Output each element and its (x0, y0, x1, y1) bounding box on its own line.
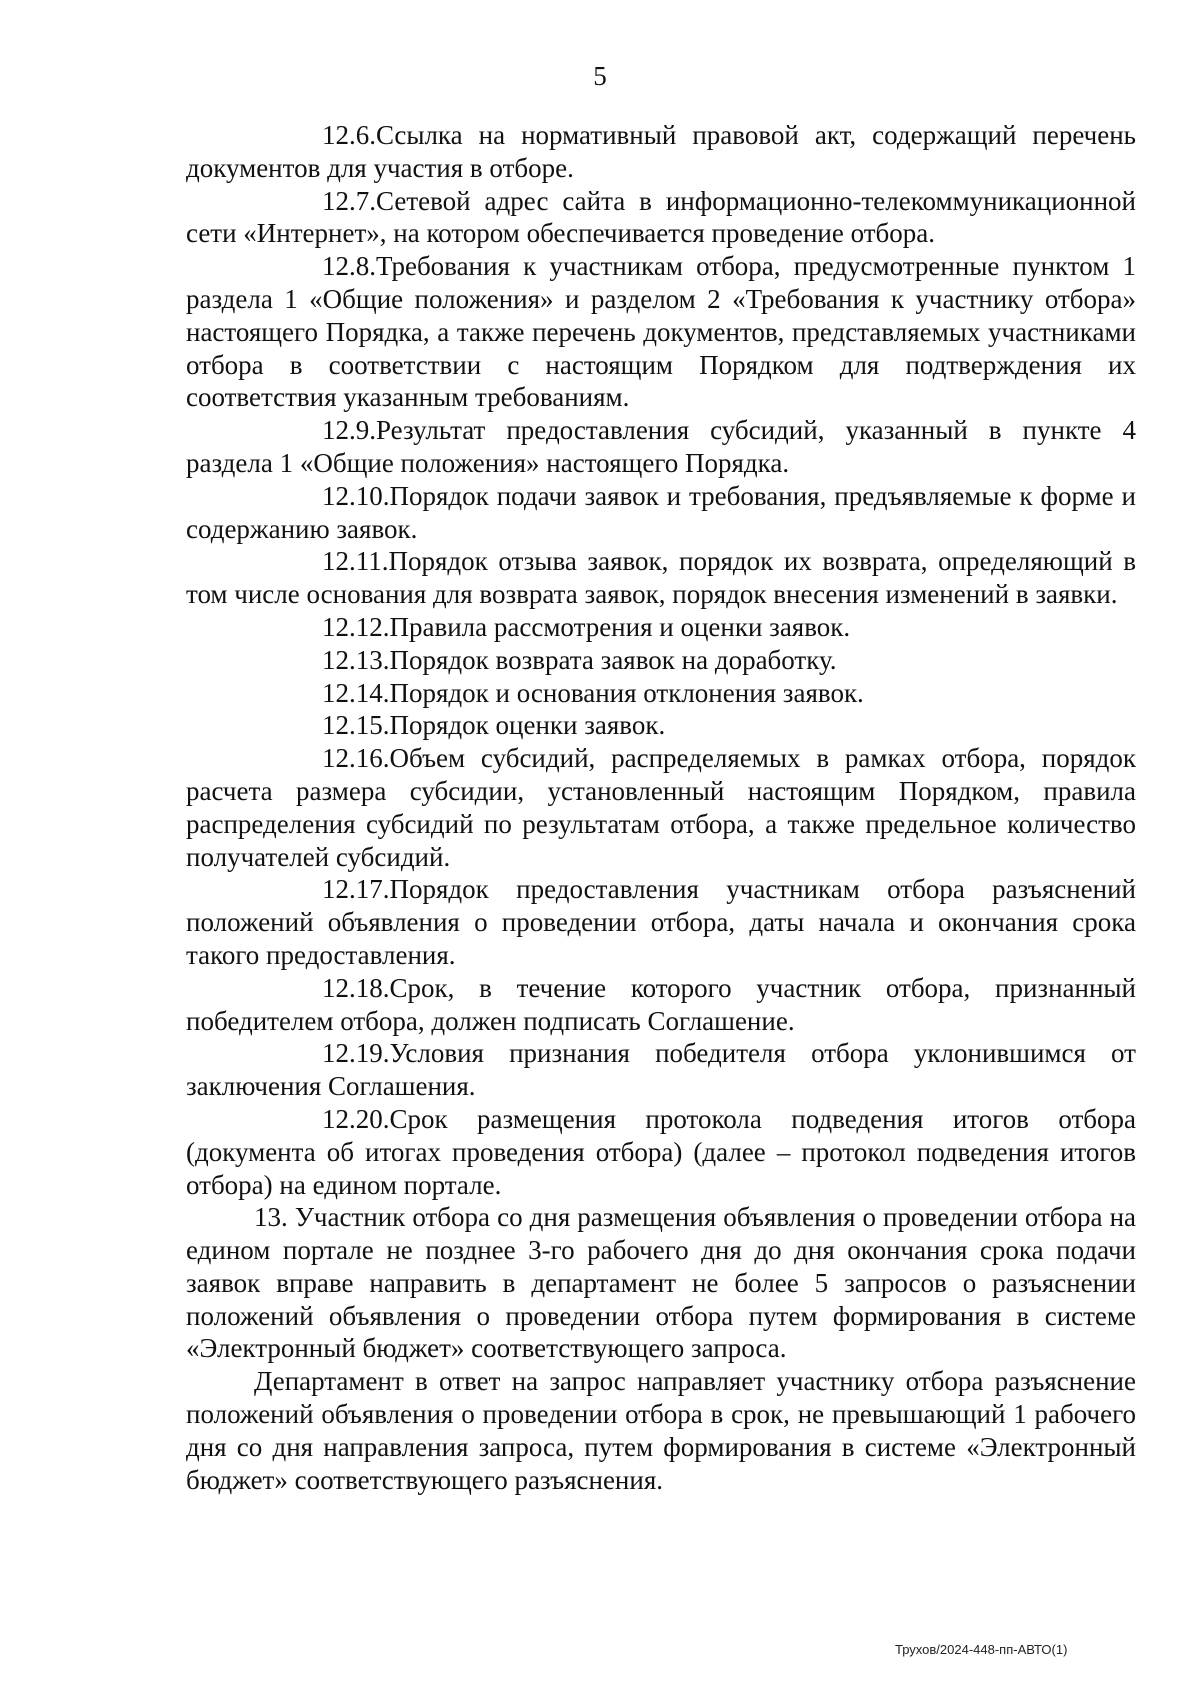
item-number: 12.14. (322, 677, 390, 708)
paragraph-12-14 (186, 677, 1136, 710)
paragraph-text: Сетевой адрес сайта в информационно-телекоммуникационной сети «Интернет», на котором обеспечивается проведение отбора. (186, 185, 1136, 249)
item-number: 12.16. (322, 743, 390, 774)
paragraph-12-10 (186, 480, 1136, 546)
paragraph-12-7 (186, 185, 1136, 251)
item-number: 12.17. (322, 874, 390, 905)
item-number: 12.19. (322, 1038, 390, 1069)
paragraph-12-17 (186, 873, 1136, 971)
paragraph-text: Порядок предоставления участникам отбора разъяснений положений объявления о проведении отбора, даты начала и окончания срока такого предоставления. (186, 874, 1136, 970)
item-number: 12.6. (322, 120, 376, 150)
paragraph-text: Порядок подачи заявок и требования, предъявляемые к форме и содержанию заявок. (186, 480, 1136, 544)
item-number: 12.10. (322, 480, 390, 511)
document-code: Трухов/2024-448-пп-АВТО(1) (895, 1642, 1068, 1657)
item-number: 12.8. (322, 251, 376, 282)
paragraph-12-20 (186, 1103, 1136, 1201)
paragraph-12-18 (186, 972, 1136, 1038)
paragraph-text: Требования к участникам отбора, предусмотренные пунктом 1 раздела 1 «Общие положения» и разделом 2 «Требования к участнику отбора» настоящего Порядка, а также перечень документов, представляемых участниками отбора в соответствии с настоящим Порядком для подтверждения их соответствия указанным требованиям. (186, 251, 1136, 413)
document-body (186, 119, 1136, 1496)
paragraph-12-11 (186, 545, 1136, 611)
item-number: 12.11. (322, 546, 389, 577)
item-number: 12.13. (322, 644, 390, 675)
item-number: 12.20. (322, 1103, 390, 1134)
paragraph-12-15 (186, 709, 1136, 742)
paragraph-12-8 (186, 250, 1136, 414)
item-number: 12.9. (322, 415, 376, 446)
paragraph-12-12 (186, 611, 1136, 644)
item-number: 12.7. (322, 185, 376, 216)
page-number: 5 (593, 61, 607, 91)
paragraph-text: Срок, в течение которого участник отбора, признанный победителем отбора, должен подписать Соглашение. (186, 972, 1136, 1036)
paragraph-text: Департамент в ответ на запрос направляет участнику отбора разъяснение положений объявления о проведении отбора в срок, не превышающий 1 рабочего дня со дня направления запроса, путем формирования в системе «Электронный бюджет» соответствующего разъяснения. (186, 1366, 1136, 1495)
item-number: 12.15. (322, 710, 390, 741)
item-number: 12.12. (322, 611, 390, 642)
paragraph-text: Порядок возврата заявок на доработку. (389, 644, 837, 675)
paragraph-12-13 (186, 644, 1136, 677)
item-number: 12.18. (322, 972, 390, 1003)
paragraph-text: Правила рассмотрения и оценки заявок. (389, 611, 851, 642)
paragraph-text: Ссылка на нормативный правовой акт, содержащий перечень документов для участия в отборе. (186, 120, 1136, 183)
paragraph-text: Срок размещения протокола подведения итогов отбора (документа об итогах проведения отбора) (далее – протокол подведения итогов отбора) на едином портале. (186, 1103, 1136, 1200)
paragraph-12-6 (186, 119, 1136, 185)
paragraph-text: Условия признания победителя отбора уклонившимся от заключения Соглашения. (186, 1038, 1136, 1102)
paragraph-text: Порядок отзыва заявок, порядок их возврата, определяющий в том числе основания для возврата заявок, порядок внесения изменений в заявки. (186, 546, 1136, 610)
paragraph-text: 13. Участник отбора со дня размещения объявления о проведении отбора на едином портале не позднее 3-го рабочего дня до дня окончания срока подачи заявок вправе направить в департамент не более 5 запросов о разъяснении положений объявления о проведении отбора путем формирования в системе «Электронный бюджет» соответствующего запроса. (186, 1202, 1136, 1364)
paragraph-12-19 (186, 1037, 1136, 1103)
paragraph-text: Результат предоставления субсидий, указанный в пункте 4 раздела 1 «Общие положения» настоящего Порядка. (186, 415, 1136, 478)
paragraph-text: Объем субсидий, распределяемых в рамках отбора, порядок расчета размера субсидии, установленный настоящим Порядком, правила распределения субсидий по результатам отбора, а также предельное количество получателей субсидий. (186, 743, 1136, 872)
paragraph-12-16 (186, 742, 1136, 873)
paragraph-department-response (186, 1365, 1136, 1496)
paragraph-13 (186, 1201, 1136, 1365)
paragraph-text: Порядок оценки заявок. (389, 710, 666, 741)
paragraph-text: Порядок и основания отклонения заявок. (389, 677, 864, 708)
paragraph-12-9 (186, 414, 1136, 480)
